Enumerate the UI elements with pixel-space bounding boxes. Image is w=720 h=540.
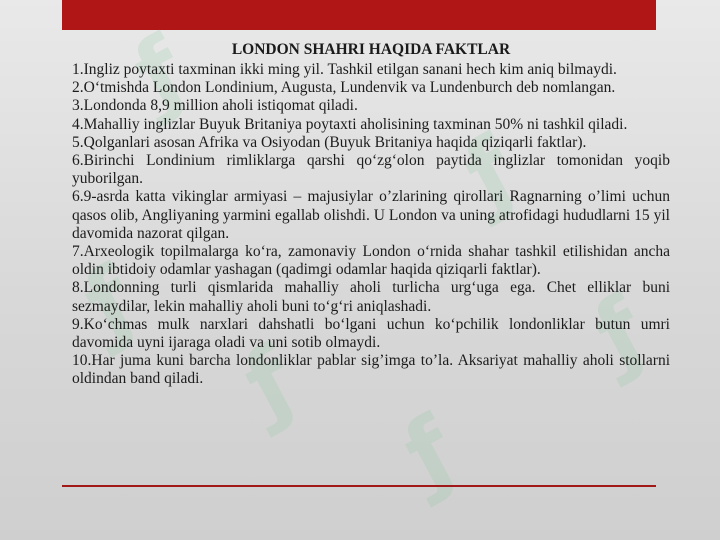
- fact-item: 5.Qolganlari asosan Afrika va Osiyodan (Buyuk Britaniya haqida qiziqarli faktlar).: [72, 133, 587, 151]
- fact-item: 10.Har juma kuni barcha londonliklar pablar sig’imga to’la. Aksariyat mahalliy aholi stollarni oldindan band qiladi.: [72, 352, 670, 388]
- fact-item: 2.O‘tmishda London Londinium, Augusta, Lundenvik va Lundenburch deb nomlangan.: [72, 79, 616, 97]
- document-title: LONDON SHAHRI HAQIDA FAKTLAR: [231, 41, 511, 58]
- watermark-glyph: ƒ: [67, 246, 152, 359]
- watermark-glyph: ƒ: [387, 396, 472, 509]
- fact-item: 6.9-asrda katta vikinglar armiyasi – majusiylar o’zlarining qirollari Ragnarning o’limi uchun qasos olib, Angliyaning yarmini egallab olishdi. U London va uning atrofidagi hududlarni 15 yil davomida nazorat qilgan.: [72, 188, 670, 242]
- footer-rule: [62, 485, 656, 487]
- watermark-glyph: ƒ: [447, 116, 532, 229]
- watermark-glyph: ƒ: [227, 326, 312, 439]
- header-bar: [62, 0, 656, 30]
- document-body: [72, 40, 670, 389]
- fact-item: 6.Birinchi Londinium rimliklarga qarshi qo‘zg‘olon paytida inglizlar tomonidan yoqib yuborilgan.: [72, 152, 670, 188]
- fact-item: 1.Ingliz poytaxti taxminan ikki ming yil. Tashkil etilgan sanani hech kim aniq bilmaydi.: [72, 61, 617, 78]
- fact-item: 3.Londonda 8,9 million aholi istiqomat qiladi.: [72, 97, 358, 115]
- fact-item: 9.Ko‘chmas mulk narxlari dahshatli bo‘lgani uchun ko‘pchilik londonliklar butun umri davomida uyni ijaraga oladi va uni sotib olmaydi.: [72, 315, 670, 352]
- watermark-glyph: ƒ: [577, 276, 662, 389]
- fact-item: 8.Londonning turli qismlarida mahalliy aholi turlicha urg‘uga ega. Chet elliklar buni sezmaydilar, lekin mahalliy aholi buni to‘g‘ri aniqlashadi.: [72, 279, 670, 315]
- fact-item: 7.Arxeologik topilmalarga ko‘ra, zamonaviy London o‘rnida shahar tashkil etilishidan ancha oldin ibtidoiy odamlar yashagan (qadimgi odamlar haqida qiziqarli faktlar).: [72, 243, 670, 279]
- watermark-glyph: ƒ: [117, 16, 202, 129]
- fact-item: 4.Mahalliy inglizlar Buyuk Britaniya poytaxti aholisining taxminan 50% ni tashkil qiladi.: [72, 115, 628, 133]
